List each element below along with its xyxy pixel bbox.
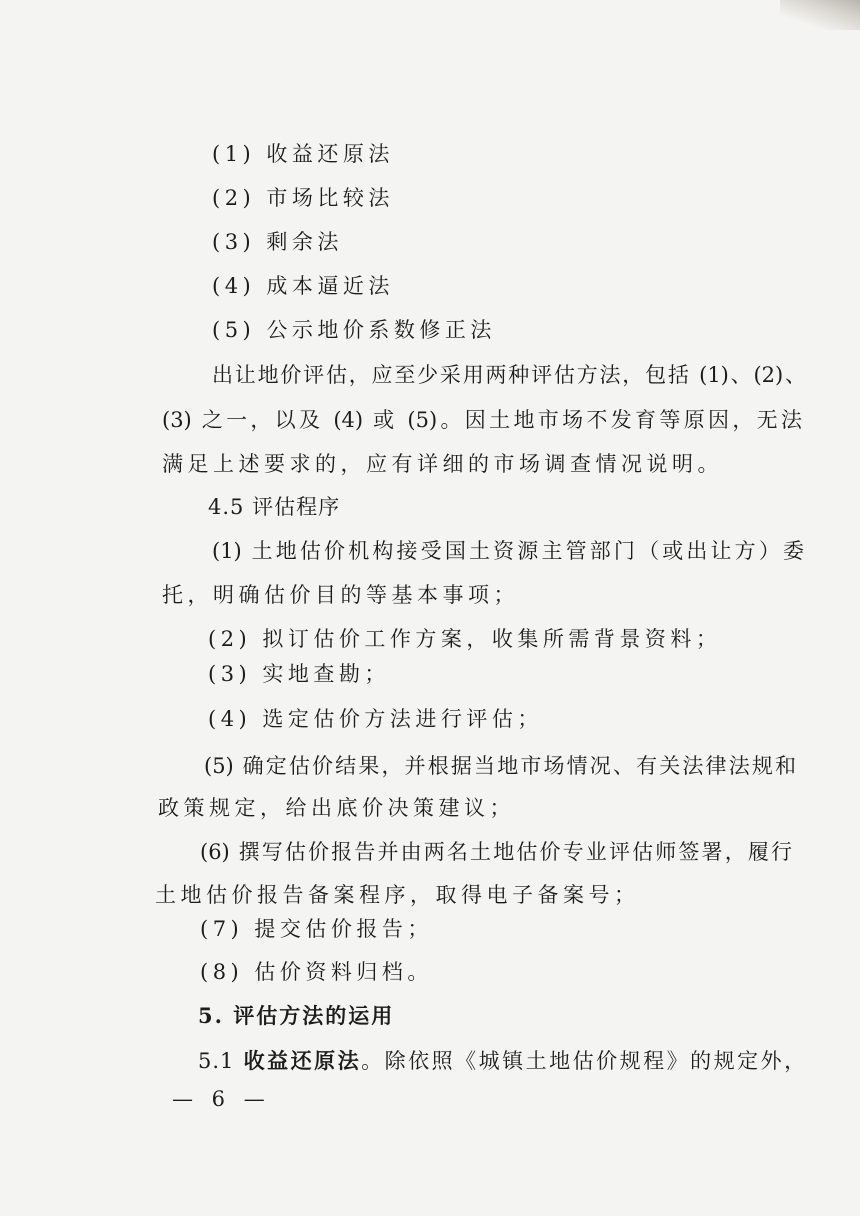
section-5-heading: 5. 评估方法的运用 <box>198 1003 395 1028</box>
step-6-line-1: (6) 撰写估价报告并由两名土地估价专业评估师签署，履行 <box>200 840 792 864</box>
step-5-line-1: (5) 确定估价结果，并根据当地市场情况、有关法律法规和 <box>204 754 796 778</box>
method-item-3: (3) 剩余法 <box>212 230 343 254</box>
method-item-2: (2) 市场比较法 <box>212 186 394 210</box>
method-item-1: (1) 收益还原法 <box>212 142 394 166</box>
requirement-line-2: (3) 之一，以及 (4) 或 (5)。因土地市场不发育等原因，无法 <box>162 408 802 432</box>
step-4: (4) 选定估价方法进行评估； <box>208 707 543 731</box>
requirement-line-3: 满足上述要求的，应有详细的市场调查情况说明。 <box>162 452 723 476</box>
step-5-line-2: 政策规定，给出底价决策建议； <box>158 796 515 820</box>
step-7: (7) 提交估价报告； <box>200 917 433 941</box>
step-1-line-1: (1) 土地估价机构接受国土资源主管部门（或出让方）委 <box>212 539 804 563</box>
requirement-line-1: 出让地价评估，应至少采用两种评估方法，包括 (1)、(2)、 <box>212 363 806 387</box>
method-item-4: (4) 成本逼近法 <box>212 274 394 298</box>
step-3: (3) 实地查勘； <box>208 662 390 686</box>
step-1-line-2: 托，明确估价目的等基本事项； <box>162 583 519 607</box>
step-8: (8) 估价资料归档。 <box>200 960 433 984</box>
step-6-line-2: 土地估价报告备案程序，取得电子备案号； <box>155 883 640 907</box>
section-4-5-heading <box>208 497 340 518</box>
step-2: (2) 拟订估价工作方案，收集所需背景资料； <box>208 627 722 651</box>
section-5-1-text: 。除依照《城镇土地估价规程》的规定外， <box>361 1049 808 1073</box>
section-5-1-title: 收益还原法 <box>243 1048 362 1073</box>
section-5-1-number: 5.1 <box>198 1049 235 1073</box>
section-4-5-heading-text: 4.5 评估程序 <box>208 495 341 519</box>
section-5-1-line <box>198 1048 808 1073</box>
page-corner-shadow <box>780 0 860 30</box>
page-number: — 6 — <box>172 1087 271 1111</box>
method-item-5: (5) 公示地价系数修正法 <box>212 318 496 342</box>
